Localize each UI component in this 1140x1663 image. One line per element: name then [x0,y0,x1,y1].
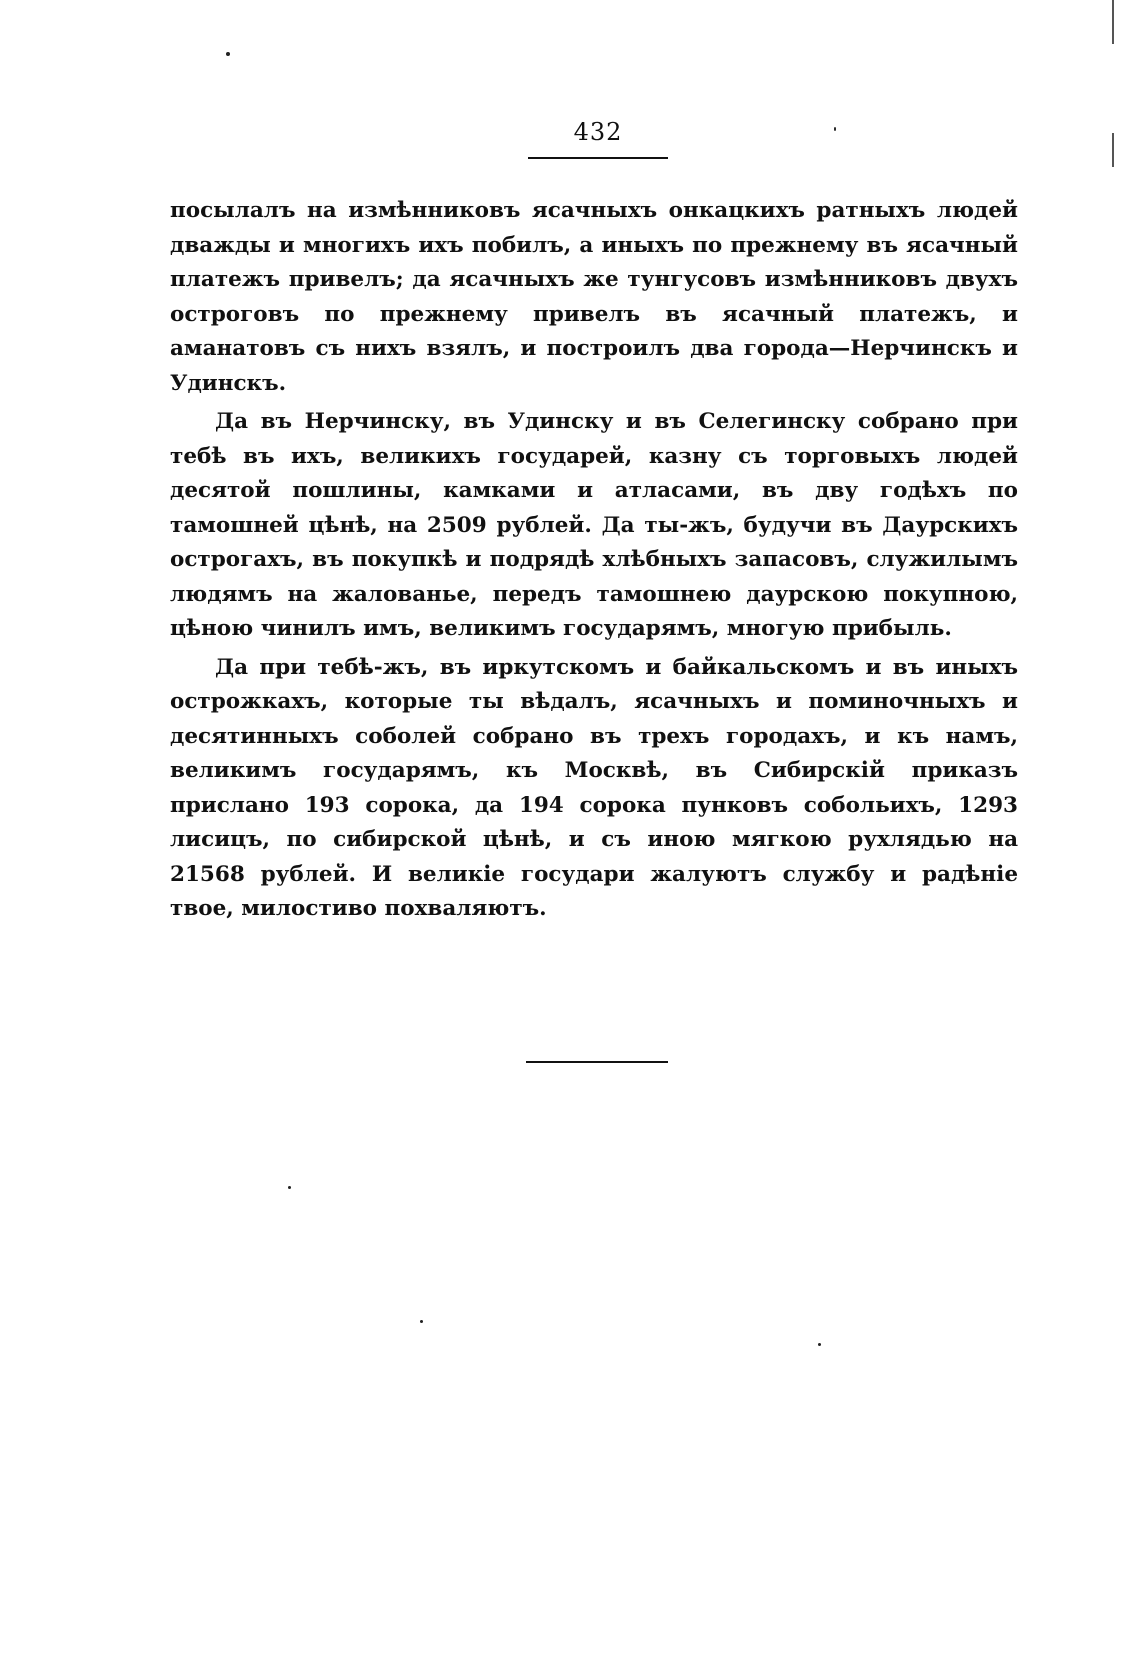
scan-speck [288,1186,291,1189]
paragraph-2: Да въ Нерчинску, въ Удинску и въ Селегинску собрано при тебѣ въ ихъ, великихъ государей, казну съ торговыхъ людей десятой пошлины, камками и атласами, въ дву годѣхъ по тамошней цѣнѣ, на 2509 рублей. Да ты-жъ, будучи въ Даурскихъ острогахъ, въ покупкѣ и подрядѣ хлѣбныхъ запасовъ, служилымъ людямъ на жалованье, передъ тамошнею даурскою покупною, цѣною чинилъ имъ, великимъ государямъ, многую прибыль. [170,409,1018,641]
scan-speck [818,1343,821,1346]
page-number: 432 [573,118,623,146]
paragraph-1: посылалъ на измѣнниковъ ясачныхъ онкацкихъ ратныхъ людей дважды и многихъ ихъ побилъ, а иныхъ по прежнему въ ясачный платежъ привелъ; да ясачныхъ же тунгусовъ измѣнниковъ двухъ остроговъ по прежнему привелъ въ ясачный платежъ, и аманатовъ съ нихъ взялъ, и построилъ два города—Нерчинскъ и Удинскъ. [170,198,1018,396]
scan-speck [420,1320,423,1323]
paragraph-3: Да при тебѣ-жъ, въ иркутскомъ и байкальскомъ и въ иныхъ острожкахъ, которые ты вѣдалъ, ясачныхъ и поминочныхъ и десятинныхъ соболей собрано въ трехъ городахъ, и къ намъ, великимъ государямъ, къ Москвѣ, въ Сибирскій приказъ прислано 193 сорока, да 194 сорока пунковъ собольихъ, 1293 лисицъ, по сибирской цѣнѣ, и съ иною мягкою рухлядью на 21568 рублей. И великіе государи жалуютъ службу и радѣніе твое, милостиво похваляютъ. [170,654,1018,921]
header-rule [528,157,668,159]
scan-edge-mark [1112,133,1114,167]
closing-rule [526,1061,668,1063]
scan-speck [226,52,230,56]
body-text [170,194,1018,927]
scan-edge-mark [1112,0,1114,44]
scan-speck [834,127,836,131]
